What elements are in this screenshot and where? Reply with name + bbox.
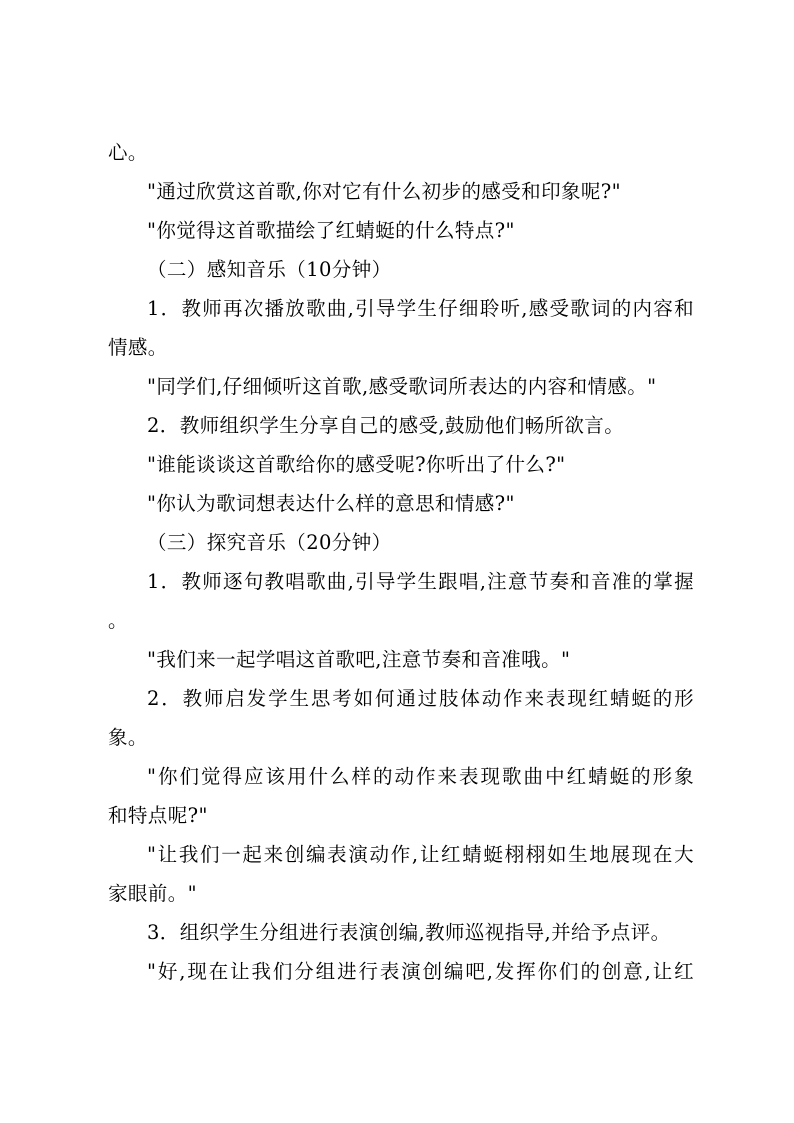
text-line-18: 和特点呢?" [108, 804, 208, 827]
text-line-1: 心。 [108, 141, 148, 164]
text-line-13: 。 [108, 609, 128, 632]
text-line-15: 2．教师启发学生思考如何通过肢体动作来表现红蜻蜓的形 [147, 687, 694, 710]
text-line-6: 情感。 [108, 336, 168, 359]
text-line-2: "通过欣赏这首歌,你对它有什么初步的感受和印象呢?" [147, 180, 621, 203]
text-line-16: 象。 [108, 726, 148, 749]
text-line-12: 1．教师逐句教唱歌曲,引导学生跟唱,注意节奏和音准的掌握 [147, 570, 694, 593]
text-line-10: "你认为歌词想表达什么样的意思和情感?" [147, 492, 515, 515]
text-line-5: 1．教师再次播放歌曲,引导学生仔细聆听,感受歌词的内容和 [147, 297, 694, 320]
text-line-3: "你觉得这首歌描绘了红蜻蜓的什么特点?" [147, 219, 515, 242]
text-line-7: "同学们,仔细倾听这首歌,感受歌词所表达的内容和情感。" [147, 375, 657, 398]
section-heading-3: （三）探究音乐（20分钟） [147, 531, 392, 554]
text-line-14: "我们来一起学唱这首歌吧,注意节奏和音准哦。" [147, 648, 571, 671]
text-line-9: "谁能谈谈这首歌给你的感受呢?你听出了什么?" [147, 453, 566, 476]
text-line-21: 3．组织学生分组进行表演创编,教师巡视指导,并给予点评。 [147, 921, 671, 944]
section-heading-2: （二）感知音乐（10分钟） [147, 258, 392, 281]
text-line-8: 2．教师组织学生分享自己的感受,鼓励他们畅所欲言。 [147, 414, 625, 437]
text-line-20: 家眼前。" [108, 882, 197, 905]
text-line-22: "好,现在让我们分组进行表演创编吧,发挥你们的创意,让红 [147, 960, 694, 983]
text-line-19: "让我们一起来创编表演动作,让红蜻蜓栩栩如生地展现在大 [147, 843, 694, 866]
text-line-17: "你们觉得应该用什么样的动作来表现歌曲中红蜻蜓的形象 [147, 765, 694, 788]
